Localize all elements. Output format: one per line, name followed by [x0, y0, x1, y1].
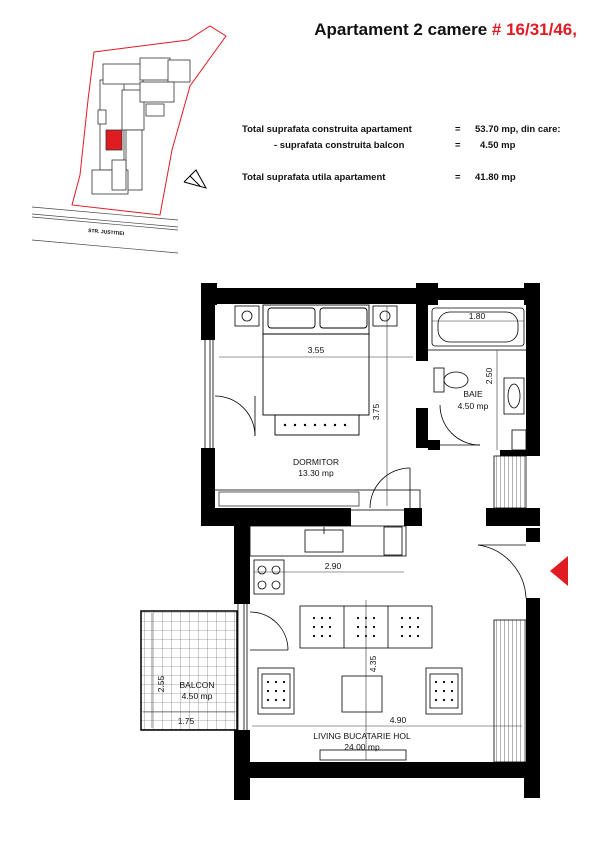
- bedroom-name: DORMITOR: [292, 457, 340, 467]
- area-value: 41.80 mp: [475, 172, 516, 183]
- dim-bedroom-depth: 3.75: [371, 403, 381, 421]
- dim-kitchen-width: 2.90: [324, 561, 342, 571]
- title-apartment-numbers: # 16/31/46: [491, 20, 573, 39]
- area-label: - suprafata construita balcon: [274, 140, 405, 151]
- bathroom-area: 4.50 mp: [457, 401, 489, 411]
- area-equals: =: [455, 140, 461, 151]
- area-label: Total suprafata utila apartament: [242, 172, 386, 183]
- apartment-highlight: [106, 130, 122, 150]
- area-label: Total suprafata construita apartament: [242, 124, 412, 135]
- floor-plan: [141, 283, 568, 800]
- bed: [263, 305, 369, 435]
- wardrobe: [219, 492, 359, 506]
- storage-hatch-bottom: [494, 620, 526, 762]
- dim-living-width: 4.90: [389, 715, 407, 725]
- dim-bath-depth: 2.50: [484, 367, 494, 385]
- living-area: 24.00 mp: [344, 742, 380, 752]
- site-plan: [32, 26, 226, 253]
- street-label: STR. JUSTITIEI: [87, 228, 125, 238]
- dim-balcony-depth: 2.55: [156, 675, 166, 693]
- balcony-name: BALCON: [179, 680, 215, 690]
- title-prefix: Apartament 2 camere: [314, 20, 488, 39]
- kitchen-counter: [250, 526, 406, 594]
- balcony-area: 4.50 mp: [181, 691, 213, 701]
- north-arrow-icon: [184, 170, 206, 188]
- dim-living-depth: 4.35: [368, 655, 378, 673]
- dim-bath-width: 1.80: [468, 311, 486, 321]
- bedroom-window: [205, 340, 213, 448]
- bedroom-area: 13.30 mp: [298, 468, 334, 478]
- title-suffix: ,: [572, 20, 577, 39]
- storage-hatch-top: [494, 456, 526, 508]
- bathroom-name: BAIE: [463, 389, 483, 399]
- living-name: LIVING BUCATARIE HOL: [313, 731, 411, 741]
- dim-balcony-width: 1.75: [177, 716, 195, 726]
- area-equals: =: [455, 124, 461, 135]
- area-equals: =: [455, 172, 461, 183]
- area-value: 53.70 mp, din care:: [475, 124, 561, 135]
- entrance-marker-icon: [550, 556, 568, 586]
- shower-rail: [512, 430, 526, 450]
- building-footprint: [92, 58, 190, 194]
- dim-bedroom-width: 3.55: [307, 345, 325, 355]
- area-value: 4.50 mp: [480, 140, 516, 151]
- sink: [504, 378, 524, 414]
- coffee-table: [342, 676, 382, 712]
